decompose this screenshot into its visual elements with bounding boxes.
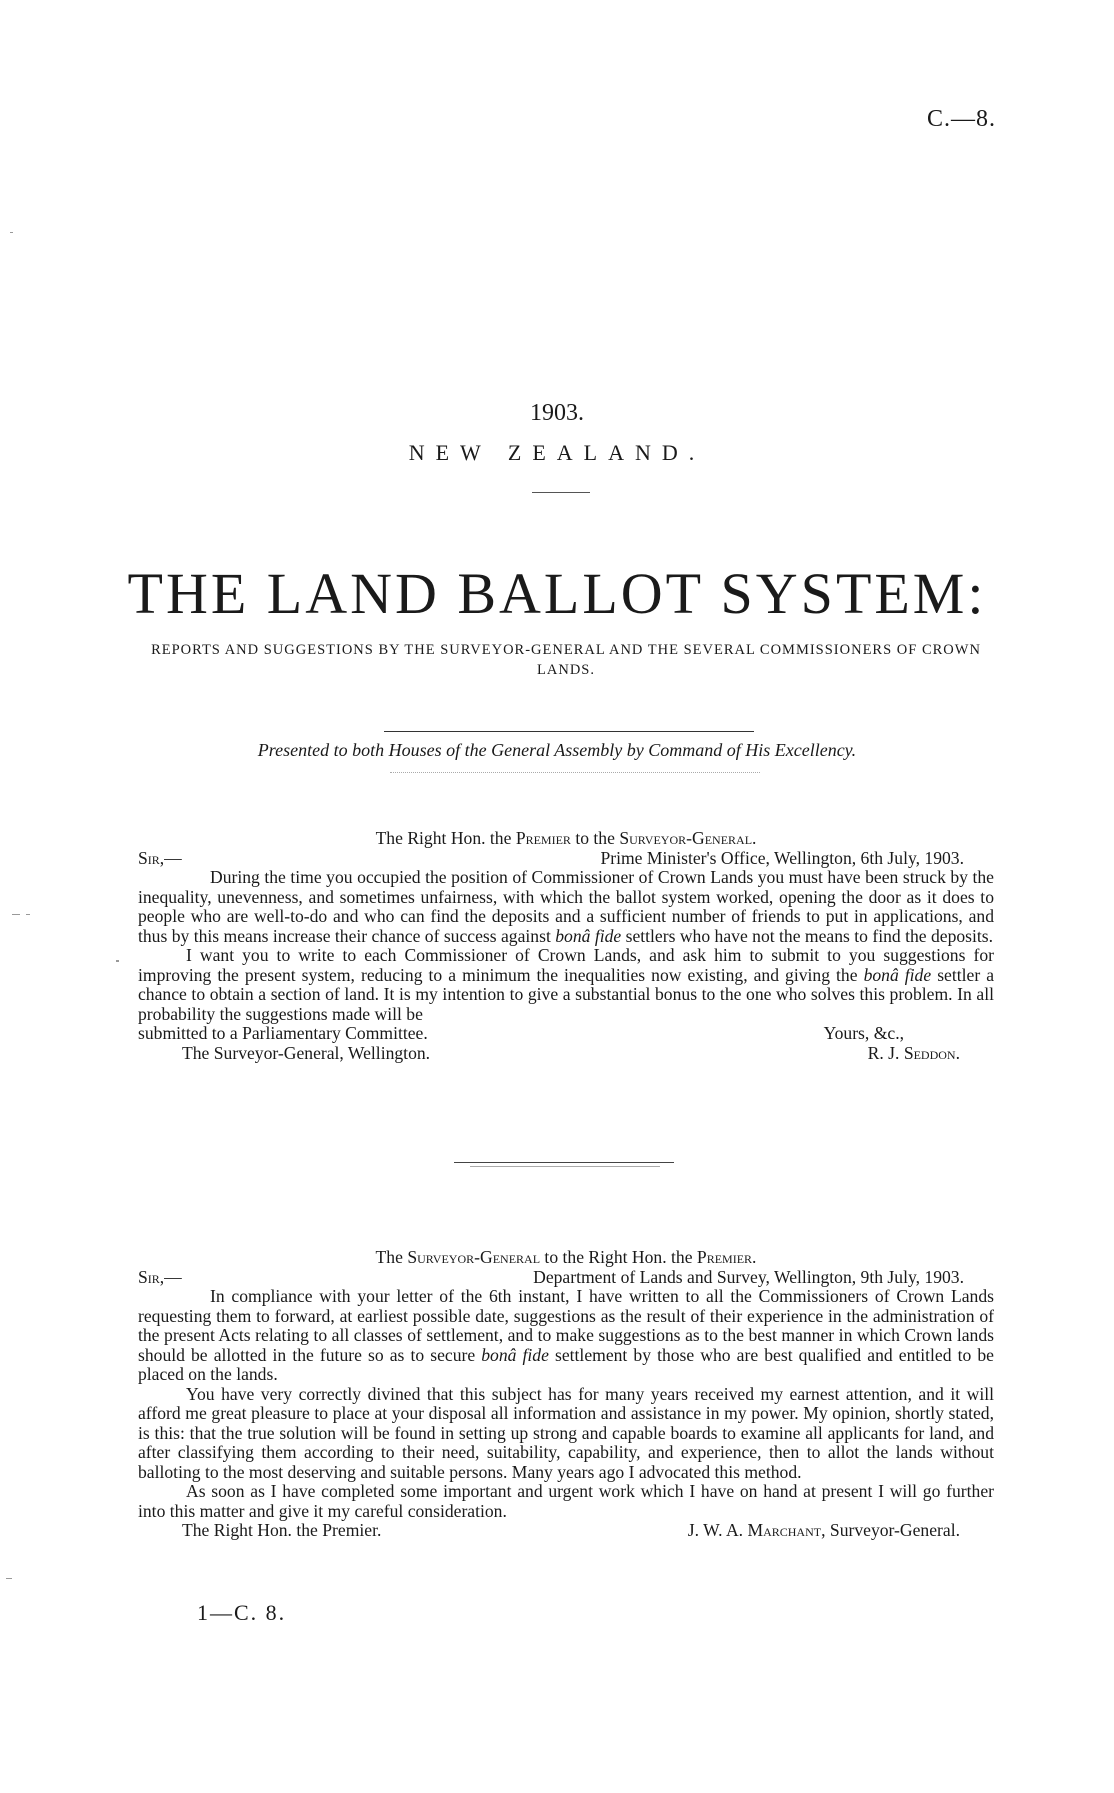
divider [390, 772, 760, 773]
addressee: The Right Hon. the Premier. [182, 1520, 382, 1540]
paragraph: As soon as I have completed some important and urgent work which I have on hand at present I will go further into this matter and give it my careful consideration. [138, 1481, 994, 1521]
paragraph: You have very correctly divined that this subject has for many years received my earnest attention, and it will afford me great pleasure to place at your disposal all information and assistance in my power. My opinion, shortly stated, is this: that the true solution will be found in setting up strong and capable boards to examine all applicants for land, and after classifying them according to their need, suitability, capability, and experience, then to allot the lands without balloting to the most deserving and suitable persons. Many years ago I advocated this method. [138, 1383, 994, 1482]
closing-row [138, 1024, 994, 1044]
closing: Yours, &c., [823, 1023, 904, 1043]
dateline: Department of Lands and Survey, Wellington, 9th July, 1903. [533, 1266, 964, 1287]
dateline-row [138, 849, 994, 869]
presented-line: Presented to both Houses of the General Assembly by Command of His Excellency. [257, 740, 857, 760]
page-reference: 1—C. 8. [197, 1600, 287, 1625]
scan-speck [6, 1578, 12, 1579]
dateline: Prime Minister's Office, Wellington, 6th July, 1903. [600, 847, 964, 868]
scan-speck [12, 914, 20, 915]
scan-speck [26, 914, 30, 915]
paper-reference: C.—8. [926, 106, 996, 132]
divider [532, 492, 590, 493]
paragraph: During the time you occupied the position of Commissioner of Crown Lands you must have been struck by the inequality, unevenness, and sometimes unfairness, with which the ballot system worked, opening the door as it does to people who are well-to-do and who can find the deposits and a sufficient number of friends to put in applications, and thus by this means increase their chance of success against bonâ fide settlers who have not the means to find the deposits. [138, 867, 994, 946]
divider [454, 1162, 674, 1163]
signature: R. J. Seddon. [867, 1042, 960, 1063]
paragraph: In compliance with your letter of the 6th instant, I have written to all the Commissioners of Crown Lands requesting them to forward, at earliest possible date, suggestions as the result of their experience in the administration of the present Acts relating to all classes of settlement, and to make suggestions as to the best manner in which Crown lands should be allotted in the future so as to secure bonâ fide settlement by those who are best qualified and entitled to be placed on the lands. [138, 1286, 994, 1384]
letter-premier-to-surveyor-general [138, 829, 994, 1063]
document-title: THE LAND BALLOT SYSTEM: [127, 561, 987, 626]
country: NEW ZEALAND. [408, 440, 706, 465]
letter-heading: The Surveyor-General to the Right Hon. the Premier. [375, 1247, 757, 1267]
letter-surveyor-general-to-premier [138, 1248, 994, 1541]
paragraph-end: submitted to a Parliamentary Committee. [138, 1023, 428, 1043]
letter-heading: The Right Hon. the Premier to the Surveyor-General. [375, 828, 757, 848]
divider [470, 1166, 660, 1167]
signature: J. W. A. Marchant, Surveyor-General. [687, 1520, 960, 1540]
paragraph: I want you to write to each Commissioner of Crown Lands, and ask him to submit to you suggestions for improving the present system, reducing to a minimum the inequalities now existing, and giving the bonâ fide settler a chance to obtain a section of land. It is my intention to give a substantial bonus to the one who solves this problem. In all probability the suggestions made will be [138, 945, 995, 1024]
dateline-row [138, 1268, 994, 1288]
signature-row [138, 1044, 994, 1064]
addressee: The Surveyor-General, Wellington. [182, 1042, 431, 1063]
divider [384, 731, 754, 732]
salutation: Sir,— [138, 1266, 182, 1287]
year: 1903. [530, 400, 584, 426]
document-subtitle: REPORTS AND SUGGESTIONS BY THE SURVEYOR-GENERAL AND THE SEVERAL COMMISSIONERS OF CROWN LANDS. [151, 642, 981, 678]
scan-speck [116, 960, 119, 962]
signature-row [138, 1521, 994, 1541]
scan-speck [10, 232, 13, 233]
salutation: Sir,— [138, 847, 182, 868]
